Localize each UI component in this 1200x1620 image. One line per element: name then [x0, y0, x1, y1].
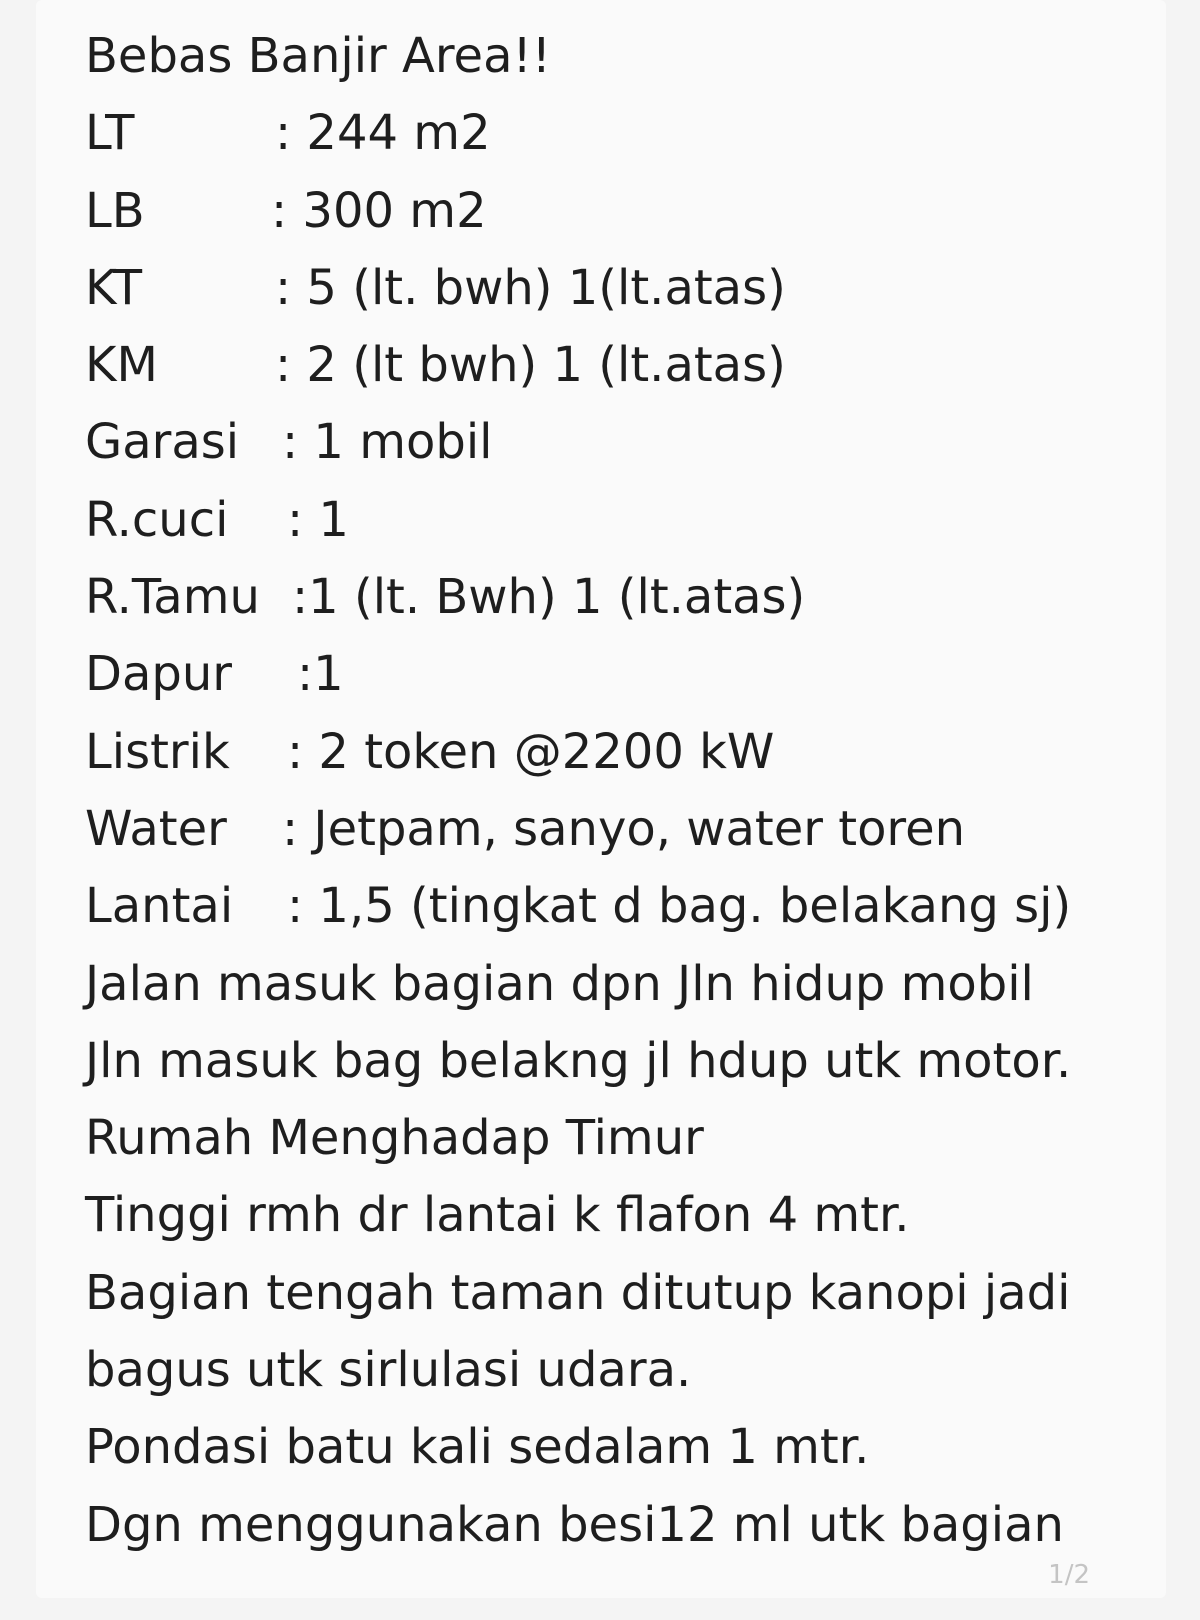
spec-row-lt: [85, 95, 1165, 172]
paragraph-line: Dgn menggunakan besi12 ml utk bagian: [85, 1496, 1064, 1553]
spec-value: : 2 token @2200 kW: [287, 723, 775, 780]
paragraph-line: Rumah Menghadap Timur: [85, 1110, 704, 1167]
spec-label: Lantai: [85, 878, 234, 935]
spec-value: : 244 m2: [275, 105, 491, 162]
spec-label: R.Tamu: [85, 569, 260, 626]
spec-label: Water: [85, 800, 227, 857]
message-text: [85, 18, 1165, 1564]
spec-row-rtamu: [85, 559, 1165, 636]
spec-value: : 300 m2: [271, 182, 487, 239]
spec-row-lantai: [85, 868, 1165, 945]
spec-label: Dapur: [85, 646, 232, 703]
spec-row-dapur: [85, 636, 1165, 713]
spec-label: Listrik: [85, 723, 230, 780]
paragraph-line: bagus utk sirlulasi udara.: [85, 1342, 692, 1399]
paragraph-line: Jln masuk bag belakng jl hdup utk motor.: [85, 1032, 1072, 1089]
spec-label: KM: [85, 337, 158, 394]
paragraph-line: Jalan masuk bagian dpn Jln hidup mobil: [85, 955, 1034, 1012]
paragraph-line: Bagian tengah taman ditutup kanopi jadi: [85, 1264, 1071, 1321]
spec-value: :1: [297, 646, 344, 703]
spec-value: : 1: [287, 491, 349, 548]
spec-row-water: [85, 791, 1165, 868]
spec-row-rcuci: [85, 482, 1165, 559]
spec-label: LT: [85, 105, 135, 162]
spec-row-garasi: [85, 404, 1165, 481]
spec-row-listrik: [85, 714, 1165, 791]
spec-label: Garasi: [85, 414, 240, 471]
spec-label: KT: [85, 259, 143, 316]
spec-label: R.cuci: [85, 491, 229, 548]
heading: Bebas Banjir Area!!: [85, 28, 551, 84]
page-indicator: 1/2: [1048, 1560, 1090, 1590]
spec-value: : 5 (lt. bwh) 1(lt.atas): [275, 259, 786, 316]
spec-row-kt: [85, 250, 1165, 327]
spec-label: LB: [85, 182, 145, 239]
spec-value: : 1 mobil: [282, 414, 493, 471]
spec-value: : Jetpam, sanyo, water toren: [282, 800, 966, 857]
paragraph-line: Tinggi rmh dr lantai k flafon 4 mtr.: [85, 1187, 910, 1244]
spec-value: : 1,5 (tingkat d bag. belakang sj): [287, 878, 1072, 935]
spec-row-km: [85, 327, 1165, 404]
spec-value: : 2 (lt bwh) 1 (lt.atas): [275, 337, 786, 394]
spec-value: :1 (lt. Bwh) 1 (lt.atas): [292, 569, 806, 626]
paragraph-line: Pondasi batu kali sedalam 1 mtr.: [85, 1419, 870, 1476]
spec-row-lb: [85, 173, 1165, 250]
